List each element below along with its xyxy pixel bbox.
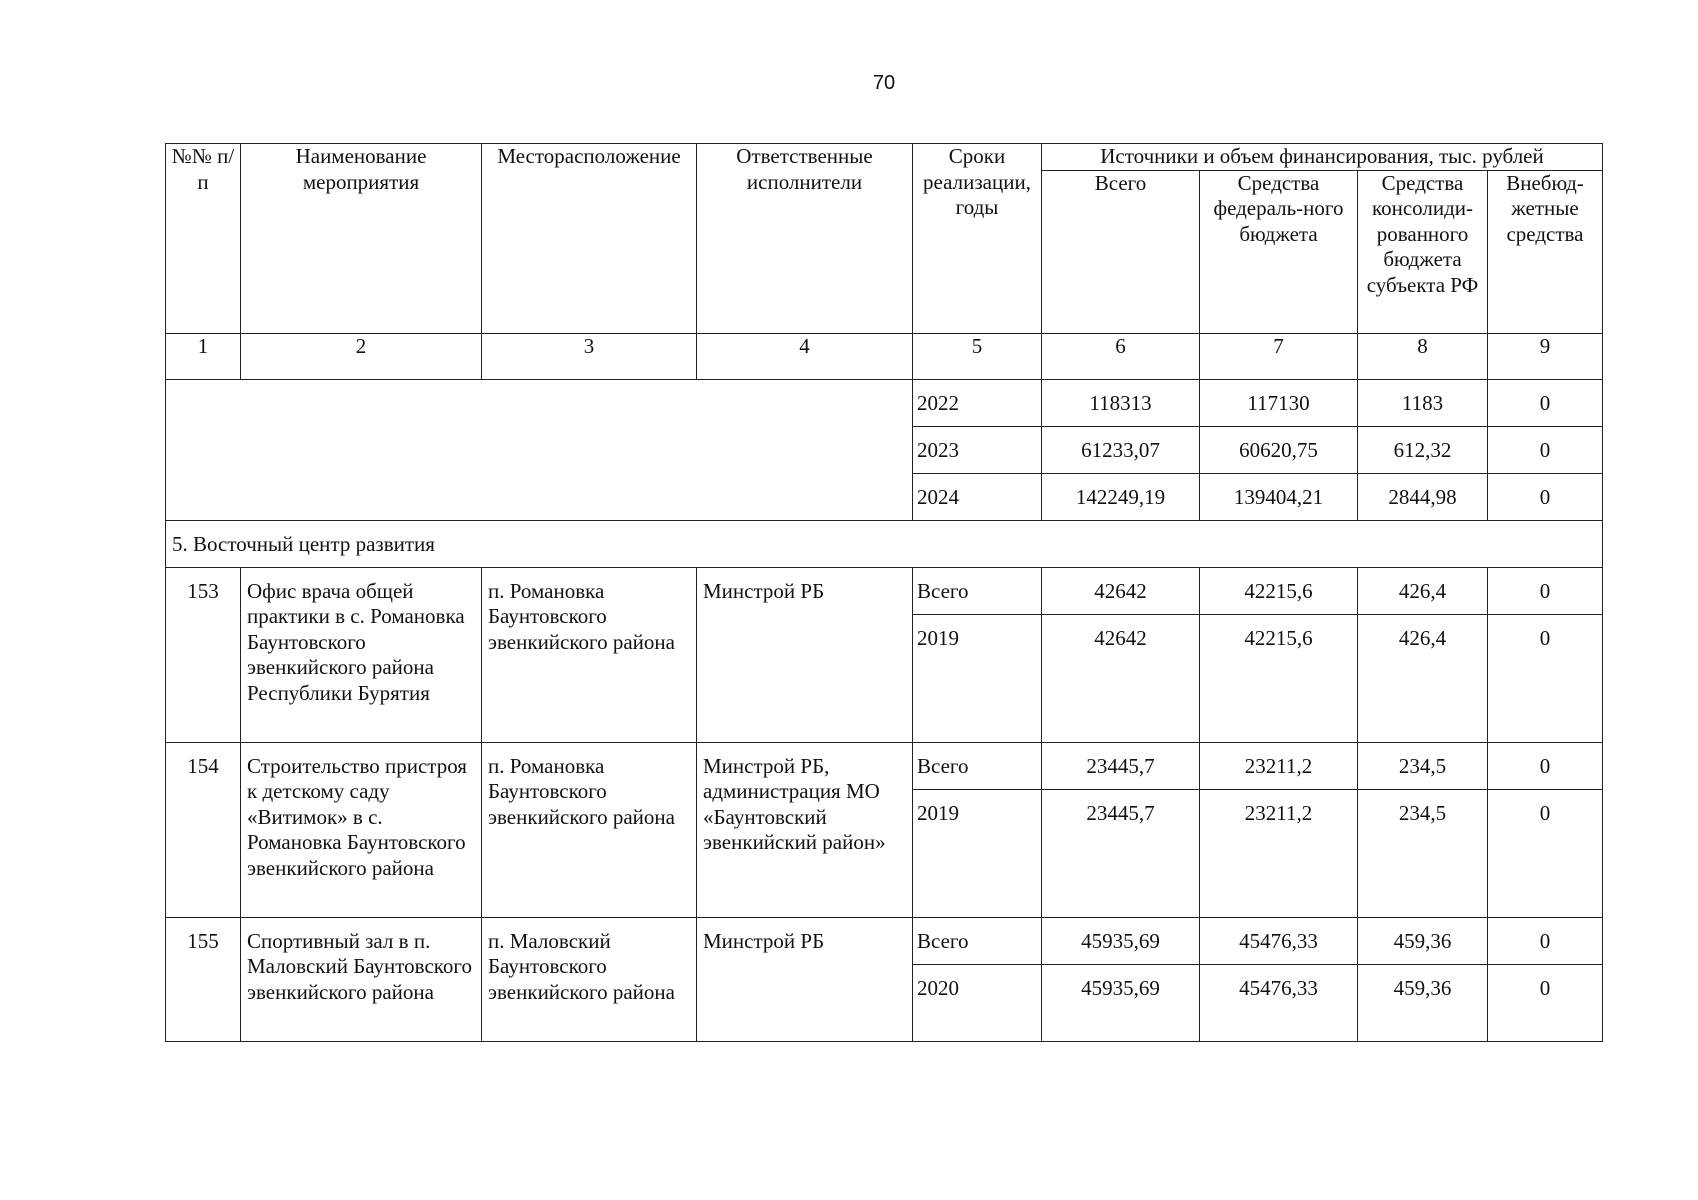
federal-cell: 139404,21 <box>1200 473 1358 520</box>
total-cell: 142249,19 <box>1042 473 1200 520</box>
column-number-row <box>166 333 1603 379</box>
item-number: 154 <box>166 742 241 917</box>
federal-cell: 42215,6 <box>1200 614 1358 742</box>
year-cell: 2019 <box>913 789 1042 917</box>
extrabudget-cell: 0 <box>1488 917 1603 964</box>
total-cell: 61233,07 <box>1042 426 1200 473</box>
federal-cell: 23211,2 <box>1200 789 1358 917</box>
year-cell: Всего <box>913 567 1042 614</box>
header-responsible: Ответственные исполнители <box>697 144 913 334</box>
total-cell: 42642 <box>1042 567 1200 614</box>
year-cell: 2020 <box>913 964 1042 1041</box>
column-number: 8 <box>1358 333 1488 379</box>
federal-cell: 42215,6 <box>1200 567 1358 614</box>
column-number: 3 <box>482 333 697 379</box>
extrabudget-cell: 0 <box>1488 473 1603 520</box>
consolidated-cell: 2844,98 <box>1358 473 1488 520</box>
header-total: Всего <box>1042 170 1200 333</box>
item-number: 155 <box>166 917 241 1041</box>
consolidated-cell: 234,5 <box>1358 789 1488 917</box>
extrabudget-cell: 0 <box>1488 614 1603 742</box>
item-name: Строительство пристроя к детскому саду «Витимок» в с. Романовка Баунтовского эвенкийского района <box>241 742 482 917</box>
extrabudget-cell: 0 <box>1488 742 1603 789</box>
item-location: п. Романовка Баунтовского эвенкийского района <box>482 567 697 742</box>
table-row <box>166 567 1603 614</box>
consolidated-cell: 612,32 <box>1358 426 1488 473</box>
column-number: 5 <box>913 333 1042 379</box>
federal-cell: 117130 <box>1200 379 1358 426</box>
year-cell: 2023 <box>913 426 1042 473</box>
empty-merged-cell <box>166 379 913 520</box>
consolidated-cell: 426,4 <box>1358 614 1488 742</box>
column-number: 2 <box>241 333 482 379</box>
column-number: 9 <box>1488 333 1603 379</box>
item-responsible: Минстрой РБ <box>697 917 913 1041</box>
total-cell: 42642 <box>1042 614 1200 742</box>
item-location: п. Маловский Баунтовского эвенкийского района <box>482 917 697 1041</box>
financing-table <box>165 143 1603 1042</box>
extrabudget-cell: 0 <box>1488 789 1603 917</box>
extrabudget-cell: 0 <box>1488 964 1603 1041</box>
year-cell: Всего <box>913 742 1042 789</box>
total-cell: 118313 <box>1042 379 1200 426</box>
federal-cell: 45476,33 <box>1200 917 1358 964</box>
extrabudget-cell: 0 <box>1488 379 1603 426</box>
header-federal: Средства федераль-ного бюджета <box>1200 170 1358 333</box>
consolidated-cell: 459,36 <box>1358 964 1488 1041</box>
consolidated-cell: 426,4 <box>1358 567 1488 614</box>
consolidated-cell: 234,5 <box>1358 742 1488 789</box>
table-row <box>166 742 1603 789</box>
extrabudget-cell: 0 <box>1488 426 1603 473</box>
year-cell: 2019 <box>913 614 1042 742</box>
consolidated-cell: 1183 <box>1358 379 1488 426</box>
year-cell: 2022 <box>913 379 1042 426</box>
extrabudget-cell: 0 <box>1488 567 1603 614</box>
federal-cell: 23211,2 <box>1200 742 1358 789</box>
header-sources: Источники и объем финансирования, тыс. рублей <box>1042 144 1603 171</box>
table-row <box>166 379 1603 426</box>
item-number: 153 <box>166 567 241 742</box>
page-number: 70 <box>872 72 896 94</box>
total-cell: 23445,7 <box>1042 742 1200 789</box>
header-name: Наименование мероприятия <box>241 144 482 334</box>
header-consolidated: Средства консолиди-рованного бюджета субъекта РФ <box>1358 170 1488 333</box>
header-row-1 <box>166 144 1603 171</box>
section-row <box>166 520 1603 567</box>
column-number: 1 <box>166 333 241 379</box>
consolidated-cell: 459,36 <box>1358 917 1488 964</box>
total-cell: 23445,7 <box>1042 789 1200 917</box>
header-terms: Сроки реализации, годы <box>913 144 1042 334</box>
federal-cell: 45476,33 <box>1200 964 1358 1041</box>
header-num: №№ п/п <box>166 144 241 334</box>
year-cell: 2024 <box>913 473 1042 520</box>
table-row <box>166 917 1603 964</box>
item-responsible: Минстрой РБ <box>697 567 913 742</box>
item-name: Спортивный зал в п. Маловский Баунтовского эвенкийского района <box>241 917 482 1041</box>
year-cell: Всего <box>913 917 1042 964</box>
column-number: 7 <box>1200 333 1358 379</box>
item-responsible: Минстрой РБ, администрация МО «Баунтовский эвенкийский район» <box>697 742 913 917</box>
federal-cell: 60620,75 <box>1200 426 1358 473</box>
total-cell: 45935,69 <box>1042 917 1200 964</box>
column-number: 6 <box>1042 333 1200 379</box>
column-number: 4 <box>697 333 913 379</box>
item-name: Офис врача общей практики в с. Романовка Баунтовского эвенкийского района Республики Бурятия <box>241 567 482 742</box>
header-location: Месторасположение <box>482 144 697 334</box>
header-extrabudget: Внебюд-жетные средства <box>1488 170 1603 333</box>
item-location: п. Романовка Баунтовского эвенкийского района <box>482 742 697 917</box>
section-title: 5. Восточный центр развития <box>166 520 1603 567</box>
total-cell: 45935,69 <box>1042 964 1200 1041</box>
